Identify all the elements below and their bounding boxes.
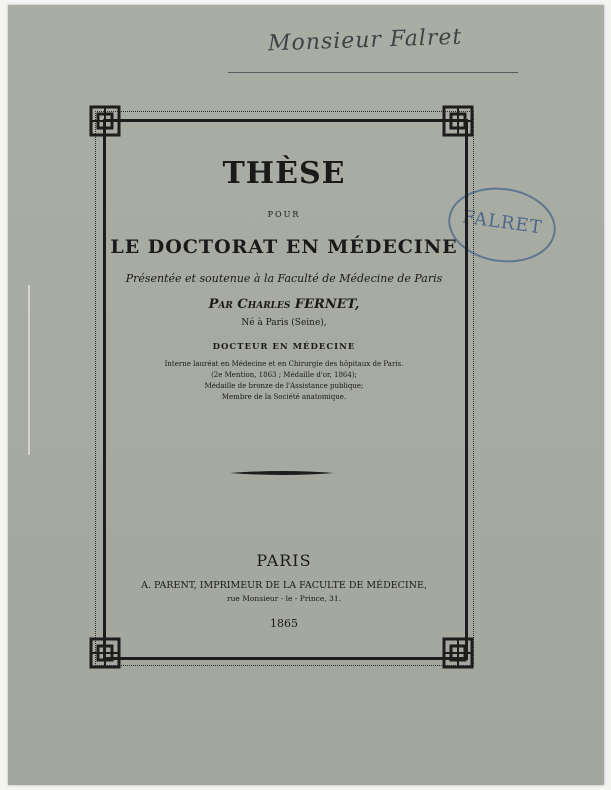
author-name: Par Charles FERNET, [208, 297, 360, 312]
publication-year: 1865 [270, 617, 298, 630]
divider-ornament [230, 470, 334, 476]
corner-ornament-top-right [441, 104, 475, 138]
author-birthplace: Né à Paris (Seine), [241, 318, 327, 328]
inscription-underline [228, 72, 518, 73]
corner-ornament-bottom-left [88, 636, 122, 670]
thesis-subtitle: LE DOCTORAT EN MÉDECINE [110, 236, 458, 258]
author-degree: DOCTEUR EN MÉDECINE [212, 342, 356, 352]
printer-address: rue Monsieur - le - Prince, 31. [226, 594, 341, 603]
honor-line: (2e Mention, 1863 ; Médaille d'or, 1864); [211, 371, 357, 379]
corner-ornament-top-left [88, 104, 122, 138]
printer-name: A. PARENT, IMPRIMEUR DE LA FACULTE DE MÉDECINE, [141, 580, 427, 591]
honor-line: Interne lauréat en Médecine et en Chirurgie des hôpitaux de Paris. [164, 360, 404, 368]
stamp-text: FALRET [460, 206, 544, 239]
honor-line: Membre de la Société anatomique. [221, 393, 347, 401]
presentation-line: Présentée et soutenue à la Faculté de Médecine de Paris [125, 272, 443, 285]
corner-ornament-bottom-right [441, 636, 475, 670]
publication-city: PARIS [256, 551, 312, 570]
handwritten-inscription: Monsieur Falret [267, 24, 463, 57]
pour-label: POUR [267, 210, 301, 219]
honor-line: Médaille de bronze de l'Assistance publique; [204, 382, 364, 390]
thesis-title: THÈSE [222, 156, 346, 191]
